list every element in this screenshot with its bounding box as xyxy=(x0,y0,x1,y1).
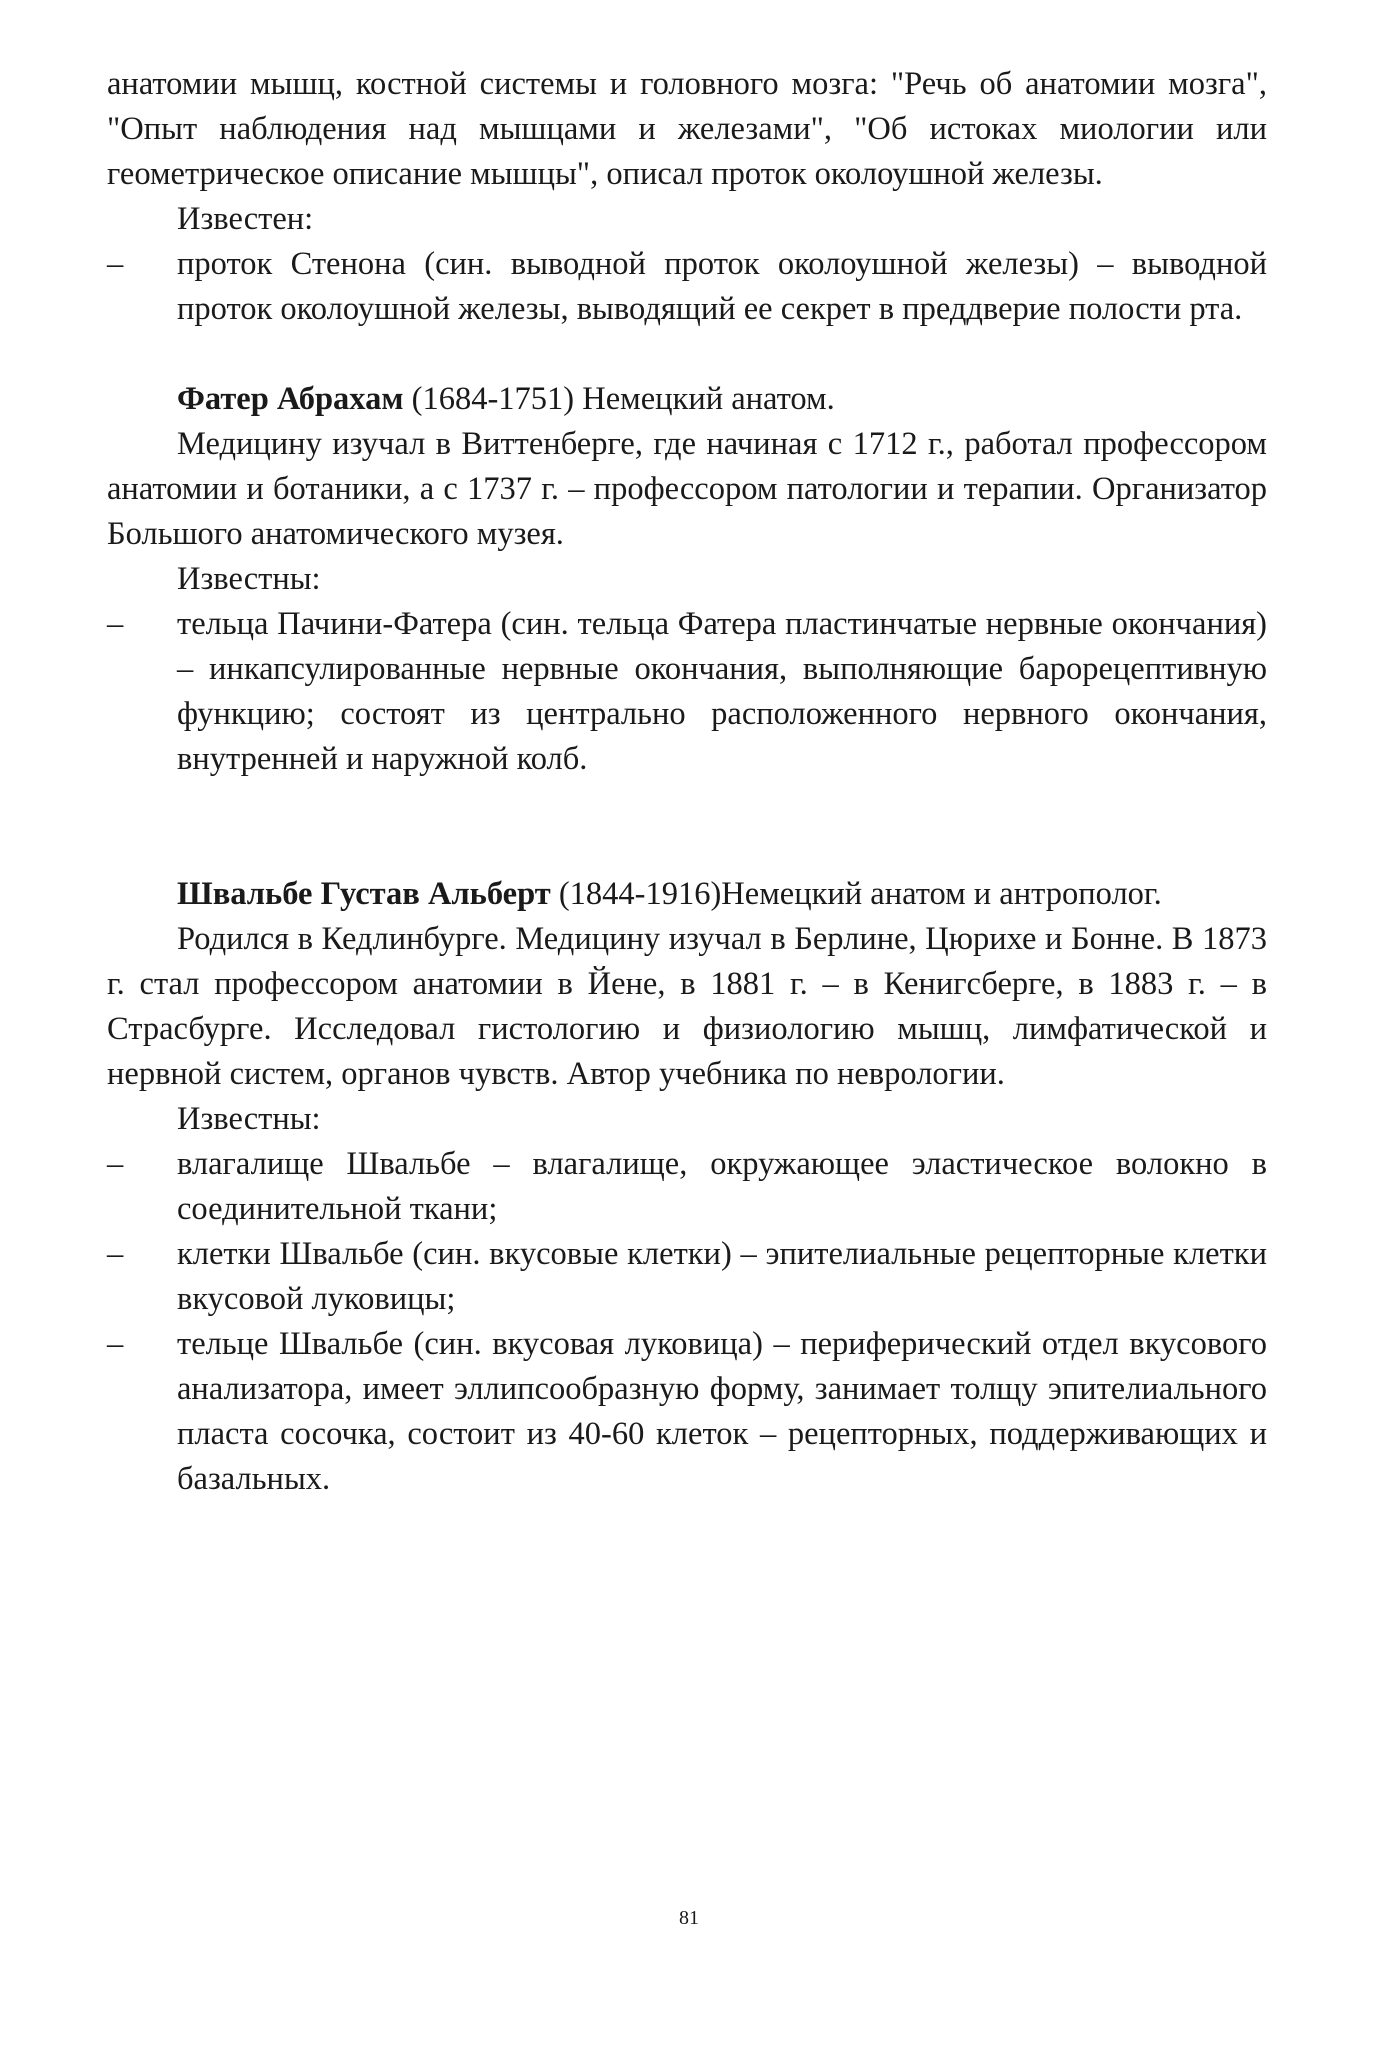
list-item-text: влагалище Швальбе – влагалище, окружающее эластическое волокно в соединительной ткани; xyxy=(177,1146,1267,1227)
document-page xyxy=(107,62,1267,1502)
fater-bio: Медицину изучал в Виттенберге, где начиная с 1712 г., работал профессором анатомии и ботаники, а с 1737 г. – профессором патологии и терапии. Организатор Большого анатомического музея. xyxy=(107,426,1267,552)
schwalbe-known-label: Известны: xyxy=(177,1101,321,1137)
page-number: 81 xyxy=(679,1907,699,1929)
section-spacer xyxy=(107,332,1267,377)
schwalbe-list-item xyxy=(107,1142,1267,1232)
section-spacer xyxy=(107,782,1267,872)
intro-known-label: Известен: xyxy=(177,201,314,237)
list-item-text: тельце Швальбе (син. вкусовая луковица) – периферический отдел вкусового анализатора, имеет эллипсообразную форму, занимает толщу эпителиального пласта сосочка, состоит из 40-60 клеток – рецепторных, поддерживающих и базальных. xyxy=(177,1326,1267,1497)
list-item-text: тельца Пачини-Фатера (син. тельца Фатера пластинчатые нервные окончания) – инкапсулированные нервные окончания, выполняющие барорецептивную функцию; состоят из центрально расположенного нервного окончания, внутренней и наружной колб. xyxy=(177,606,1267,777)
list-dash: – xyxy=(107,606,124,642)
list-dash: – xyxy=(107,1146,124,1182)
schwalbe-name: Швальбе Густав Альберт xyxy=(177,876,551,912)
fater-list-item xyxy=(107,602,1267,782)
fater-known-label: Известны: xyxy=(177,561,321,597)
schwalbe-list-item xyxy=(107,1322,1267,1502)
fater-heading xyxy=(107,377,1267,422)
schwalbe-heading-rest: (1844-1916)Немецкий анатом и антрополог. xyxy=(550,876,1162,912)
fater-heading-rest: (1684-1751) Немецкий анатом. xyxy=(403,381,835,417)
schwalbe-list-item xyxy=(107,1232,1267,1322)
list-dash: – xyxy=(107,1326,124,1362)
intro-paragraph: анатомии мышц, костной системы и головного мозга: "Речь об анатомии мозга", "Опыт наблюдения над мышцами и железами", "Об истоках миологии или геометрическое описание мышцы", описал проток околоушной железы. xyxy=(107,66,1267,192)
schwalbe-bio: Родился в Кедлинбурге. Медицину изучал в Берлине, Цюрихе и Бонне. В 1873 г. стал профессором анатомии в Йене, в 1881 г. – в Кенигсберге, в 1883 г. – в Страсбурге. Исследовал гистологию и физиологию мышц, лимфатической и нервной систем, органов чувств. Автор учебника по неврологии. xyxy=(107,921,1267,1092)
intro-list-item xyxy=(107,242,1267,332)
fater-name: Фатер Абрахам xyxy=(177,381,404,417)
list-dash: – xyxy=(107,1236,124,1272)
schwalbe-heading xyxy=(107,872,1267,917)
list-item-text: проток Стенона (син. выводной проток околоушной железы) – выводной проток околоушной железы, выводящий ее секрет в преддверие полости рта. xyxy=(177,246,1267,327)
list-item-text: клетки Швальбе (син. вкусовые клетки) – эпителиальные рецепторные клетки вкусовой луковицы; xyxy=(177,1236,1267,1317)
list-dash: – xyxy=(107,246,124,282)
